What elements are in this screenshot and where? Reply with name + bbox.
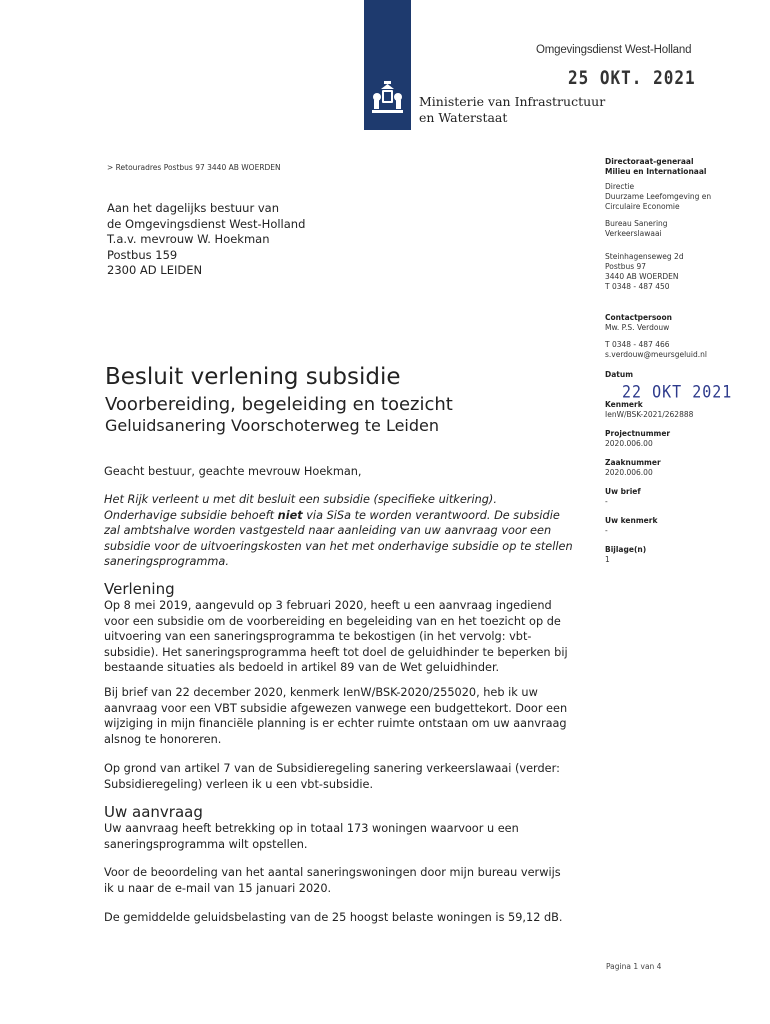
project-value: 2020.006.00 xyxy=(605,439,653,448)
department-line: Circulaire Economie xyxy=(605,202,680,211)
zaak-label: Zaaknummer xyxy=(605,458,661,467)
text-line: alsnog te honoreren. xyxy=(104,732,222,746)
zaak-value: 2020.006.00 xyxy=(605,468,653,477)
ministry-line-1: Ministerie van Infrastructuur xyxy=(419,94,606,109)
text-span: via SiSa te worden verantwoord. De subsidie xyxy=(302,508,560,522)
contact-name: Mw. P.S. Verdouw xyxy=(605,323,670,332)
uwkenmerk-value: - xyxy=(605,526,608,535)
intro-paragraph xyxy=(104,492,594,570)
address-line: Postbus 97 xyxy=(605,262,647,271)
sidebar-directorate xyxy=(605,157,765,177)
heading-verlening: Verlening xyxy=(104,580,175,598)
text-line: saneringsprogramma. xyxy=(104,555,229,568)
directorate-line: Directoraat-generaal xyxy=(605,157,694,166)
ministry-name xyxy=(419,94,605,126)
paragraph-application xyxy=(104,598,594,676)
recipient-line: Postbus 159 xyxy=(107,247,178,262)
paragraph-legal-basis xyxy=(104,761,594,792)
sidebar-date-label xyxy=(605,370,765,380)
emphasis-not: niet xyxy=(277,508,303,522)
text-line: ik u naar de e-mail van 15 januari 2020. xyxy=(104,881,332,895)
text-line: Bij brief van 22 december 2020, kenmerk IenW/BSK-2020/255020, heb ik uw xyxy=(104,686,538,699)
return-address: > Retouradres Postbus 97 3440 AB WOERDEN xyxy=(107,163,281,172)
sidebar-case xyxy=(605,458,765,478)
text-line: aanvraag voor een VBT subsidie afgewezen vanwege een budgettekort. Door een xyxy=(104,701,568,715)
kenmerk-label: Kenmerk xyxy=(605,400,643,409)
sidebar-project xyxy=(605,429,765,449)
bijlage-value: 1 xyxy=(605,555,610,564)
page-number: Pagina 1 van 4 xyxy=(606,962,662,971)
recipient-line: 2300 AD LEIDEN xyxy=(107,263,203,277)
bijlage-label: Bijlage(n) xyxy=(605,545,647,554)
recipient-address xyxy=(107,201,305,279)
text-span: Onderhavige subsidie behoeft xyxy=(104,508,278,522)
text-line: saneringsprogramma wilt opstellen. xyxy=(104,837,308,851)
received-stamp-date: 25 OKT. 2021 xyxy=(568,66,696,89)
sidebar-your-letter xyxy=(605,487,765,507)
address-line: Steinhagenseweg 2d xyxy=(605,252,684,261)
recipient-line: de Omgevingsdienst West-Holland xyxy=(107,216,306,231)
kenmerk-value: IenW/BSK-2021/262888 xyxy=(605,410,694,419)
paragraph-noise-level xyxy=(104,910,594,926)
sidebar-date-stamp: 22 OKT 2021 xyxy=(622,381,733,403)
directorate-line: Milieu en Internationaal xyxy=(605,167,707,176)
sidebar-department xyxy=(605,182,765,212)
department-line: Directie xyxy=(605,182,635,191)
sidebar-bureau xyxy=(605,219,765,239)
document-title: Besluit verlening subsidie xyxy=(105,364,401,390)
uwkenmerk-label: Uw kenmerk xyxy=(605,516,658,525)
text-line: Voor de beoordeling van het aantal saneringswoningen door mijn bureau verwijs xyxy=(104,866,561,879)
paragraph-assessment xyxy=(104,865,594,896)
coat-of-arms-icon xyxy=(369,80,406,118)
text-line: Het Rijk verleent u met dit besluit een subsidie (specifieke uitkering). xyxy=(104,493,497,506)
sidebar-attachments xyxy=(605,545,765,565)
bureau-line: Bureau Sanering xyxy=(605,219,668,228)
salutation: Geacht bestuur, geachte mevrouw Hoekman, xyxy=(104,465,362,478)
address-line: 3440 AB WOERDEN xyxy=(605,272,679,281)
sidebar-address xyxy=(605,252,765,292)
heading-uw-aanvraag: Uw aanvraag xyxy=(104,803,203,821)
sidebar-reference xyxy=(605,400,765,420)
text-line: Op grond van artikel 7 van de Subsidieregeling sanering verkeerslawaai (verder: xyxy=(104,762,560,775)
project-label: Projectnummer xyxy=(605,429,671,438)
sidebar-contact xyxy=(605,313,765,360)
document-subtitle: Voorbereiding, begeleiding en toezicht xyxy=(105,394,453,415)
text-line: subsidie voor de uitvoeringskosten van het met onderhavige subsidie op te stellen xyxy=(104,539,573,553)
text-line: wijziging in mijn financiële planning is er echter ruimte ontstaan om uw aanvraag xyxy=(104,717,567,730)
text-line: Uw aanvraag heeft betrekking op in totaal 173 woningen waarvoor u een xyxy=(104,822,519,835)
bureau-line: Verkeerslawaai xyxy=(605,229,662,238)
text-line: Op 8 mei 2019, aangevuld op 3 februari 2020, heeft u een aanvraag ingediend xyxy=(104,599,552,612)
address-line: T 0348 - 487 450 xyxy=(605,282,670,291)
contact-phone: T 0348 - 487 466 xyxy=(605,340,670,349)
recipient-line: Aan het dagelijks bestuur van xyxy=(107,201,279,215)
text-line: voor een subsidie om de voorbereiding en begeleiding van en het toezicht op de xyxy=(104,614,561,628)
received-stamp-organization: Omgevingsdienst West-Holland xyxy=(536,44,692,56)
contact-email[interactable]: s.verdouw@meursgeluid.nl xyxy=(605,350,707,359)
ministry-line-2: en Waterstaat xyxy=(419,110,508,125)
text-line: De gemiddelde geluidsbelasting van de 25 hoogst belaste woningen is 59,12 dB. xyxy=(104,911,563,924)
sidebar-your-reference xyxy=(605,516,765,536)
department-line: Duurzame Leefomgeving en xyxy=(605,192,712,201)
text-line: Subsidieregeling) verleen ik u een vbt-subsidie. xyxy=(104,777,374,791)
document-project-title: Geluidsanering Voorschoterweg te Leiden xyxy=(105,416,440,435)
uwbrief-label: Uw brief xyxy=(605,487,641,496)
paragraph-rejection xyxy=(104,685,594,747)
text-line xyxy=(104,508,594,524)
contact-label: Contactpersoon xyxy=(605,313,672,322)
text-line: uitvoering van een saneringsprogramma te bekostigen (in het vervolg: vbt- xyxy=(104,630,532,643)
datum-label: Datum xyxy=(605,370,634,379)
text-line: subsidie). Het saneringsprogramma heeft tot doel de geluidhinder te beperken bij xyxy=(104,645,568,659)
text-line: zal ambtshalve worden vastgesteld naar aanleiding van uw aanvraag voor een xyxy=(104,524,552,537)
uwbrief-value: - xyxy=(605,497,608,506)
text-line: bestaande situaties als bedoeld in artikel 89 van de Wet geluidhinder. xyxy=(104,661,500,674)
recipient-line: T.a.v. mevrouw W. Hoekman xyxy=(107,232,270,246)
paragraph-homes xyxy=(104,821,594,852)
